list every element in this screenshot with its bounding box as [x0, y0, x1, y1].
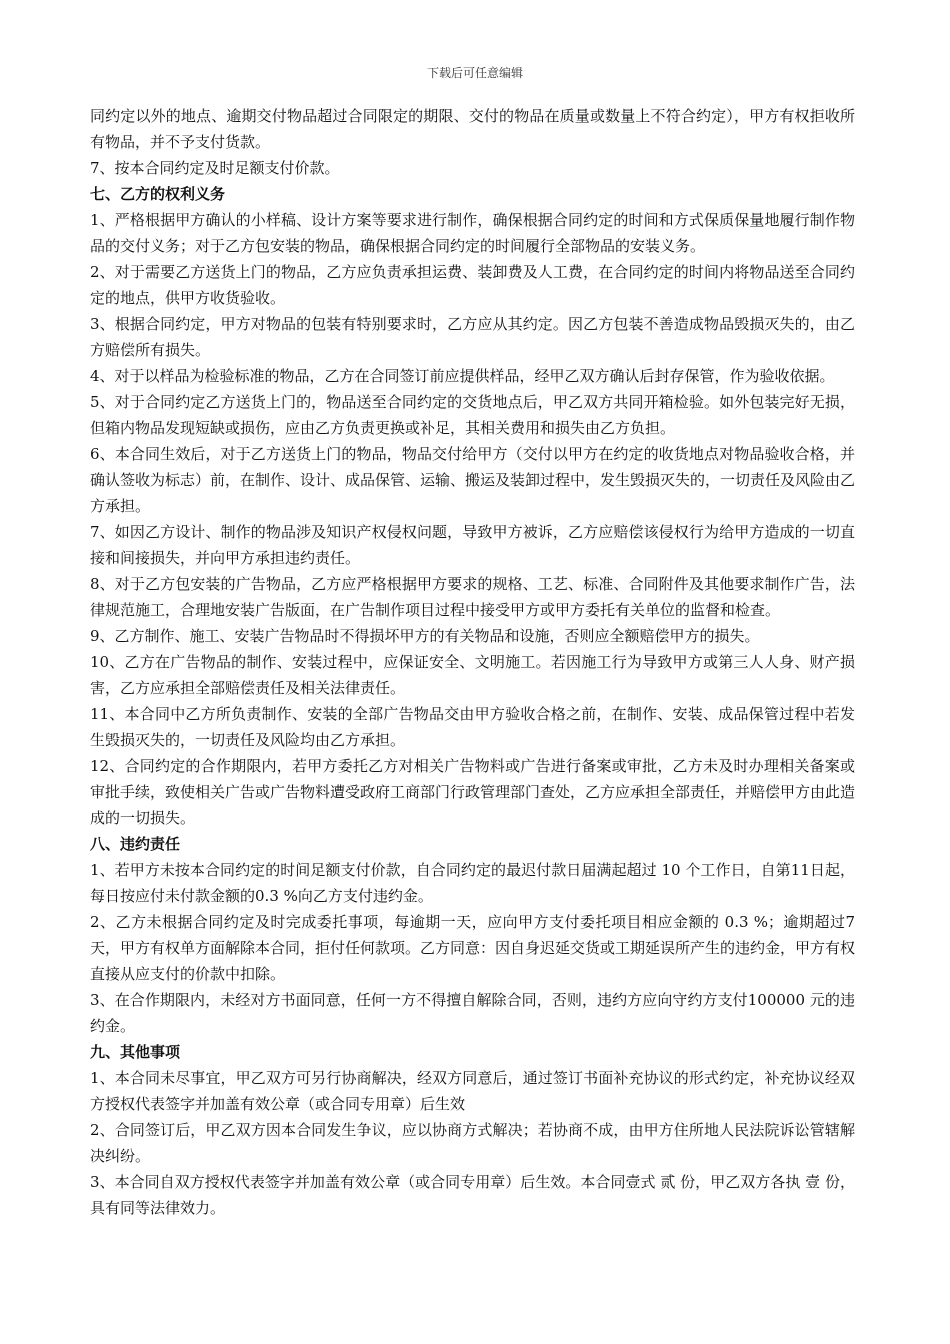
paragraph: 8、对于乙方包安装的广告物品，乙方应严格根据甲方要求的规格、工艺、标准、合同附件及其他要求制作广告，法律规范施工，合理地安装广告版面，在广告制作项目过程中接受甲方或甲方委托有关单位的监督和检查。 [90, 575, 855, 619]
paragraph: 6、本合同生效后，对于乙方送货上门的物品，物品交付给甲方（交付以甲方在约定的收货地点对物品验收合格，并确认签收为标志）前，在制作、设计、成品保管、运输、搬运及装卸过程中，发生毁损灭失的，一切责任及风险由乙方承担。 [90, 445, 856, 515]
paragraph: 2、乙方未根据合同约定及时完成委托事项，每逾期一天，应向甲方支付委托项目相应金额的 0.3 %；逾期超过7天，甲方有权单方面解除本合同，拒付任何款项。乙方同意：因自身迟延交货或工期延误所产生的违约金，甲方有权直接从应支付的价款中扣除。 [90, 913, 856, 983]
section-heading: 八、违约责任 [90, 835, 181, 853]
paragraph: 3、根据合同约定，甲方对物品的包装有特别要求时，乙方应从其约定。因乙方包装不善造成物品毁损灭失的，由乙方赔偿所有损失。 [90, 315, 855, 359]
paragraph: 11、本合同中乙方所负责制作、安装的全部广告物品交由甲方验收合格之前，在制作、安装、成品保管过程中若发生毁损灭失的，一切责任及风险均由乙方承担。 [90, 705, 855, 749]
paragraph: 7、按本合同约定及时足额支付价款。 [90, 159, 340, 177]
section-heading: 七、乙方的权利义务 [90, 185, 226, 203]
paragraph: 2、对于需要乙方送货上门的物品，乙方应负责承担运费、装卸费及人工费，在合同约定的时间内将物品送至合同约定的地点，供甲方收货验收。 [90, 263, 855, 307]
document-body [90, 103, 855, 1221]
paragraph: 同约定以外的地点、逾期交付物品超过合同限定的期限、交付的物品在质量或数量上不符合约定），甲方有权拒收所有物品，并不予支付货款。 [90, 107, 855, 151]
paragraph: 12、合同约定的合作期限内，若甲方委托乙方对相关广告物料或广告进行备案或审批，乙方未及时办理相关备案或审批手续，致使相关广告或广告物料遭受政府工商部门行政管理部门查处，乙方应承担全部责任，并赔偿甲方由此造成的一切损失。 [90, 757, 856, 827]
paragraph: 5、对于合同约定乙方送货上门的，物品送至合同约定的交货地点后，甲乙双方共同开箱检验。如外包装完好无损，但箱内物品发现短缺或损伤，应由乙方负责更换或补足，其相关费用和损失由乙方负担。 [90, 393, 855, 437]
paragraph: 4、对于以样品为检验标准的物品，乙方在合同签订前应提供样品，经甲乙双方确认后封存保管，作为验收依据。 [90, 367, 835, 385]
paragraph: 3、在合作期限内，未经对方书面同意，任何一方不得擅自解除合同，否则，违约方应向守约方支付100000 元的违约金。 [90, 991, 855, 1035]
paragraph: 1、若甲方未按本合同约定的时间足额支付价款，自合同约定的最迟付款日届满起超过 10 个工作日，自第11日起，每日按应付未付款金额的0.3 %向乙方支付违约金。 [90, 861, 855, 905]
paragraph: 9、乙方制作、施工、安装广告物品时不得损坏甲方的有关物品和设施，否则应全额赔偿甲方的损失。 [90, 627, 760, 645]
paragraph: 10、乙方在广告物品的制作、安装过程中，应保证安全、文明施工。若因施工行为导致甲方或第三人人身、财产损害，乙方应承担全部赔偿责任及相关法律责任。 [90, 653, 855, 697]
paragraph: 3、本合同自双方授权代表签字并加盖有效公章（或合同专用章）后生效。本合同壹式 贰 份，甲乙双方各执 壹 份，具有同等法律效力。 [90, 1173, 855, 1217]
page-header-note: 下载后可任意编辑 [426, 66, 523, 80]
paragraph: 2、合同签订后，甲乙双方因本合同发生争议，应以协商方式解决；若协商不成，由甲方住所地人民法院诉讼管辖解决纠纷。 [90, 1121, 855, 1165]
paragraph: 7、如因乙方设计、制作的物品涉及知识产权侵权问题，导致甲方被诉，乙方应赔偿该侵权行为给甲方造成的一切直接和间接损失，并向甲方承担违约责任。 [90, 523, 855, 567]
section-heading: 九、其他事项 [90, 1043, 181, 1061]
paragraph: 1、本合同未尽事宜，甲乙双方可另行协商解决，经双方同意后，通过签订书面补充协议的形式约定，补充协议经双方授权代表签字并加盖有效公章（或合同专用章）后生效 [90, 1069, 855, 1113]
paragraph: 1、严格根据甲方确认的小样稿、设计方案等要求进行制作，确保根据合同约定的时间和方式保质保量地履行制作物品的交付义务；对于乙方包安装的物品，确保根据合同约定的时间履行全部物品的安装义务。 [90, 211, 855, 255]
